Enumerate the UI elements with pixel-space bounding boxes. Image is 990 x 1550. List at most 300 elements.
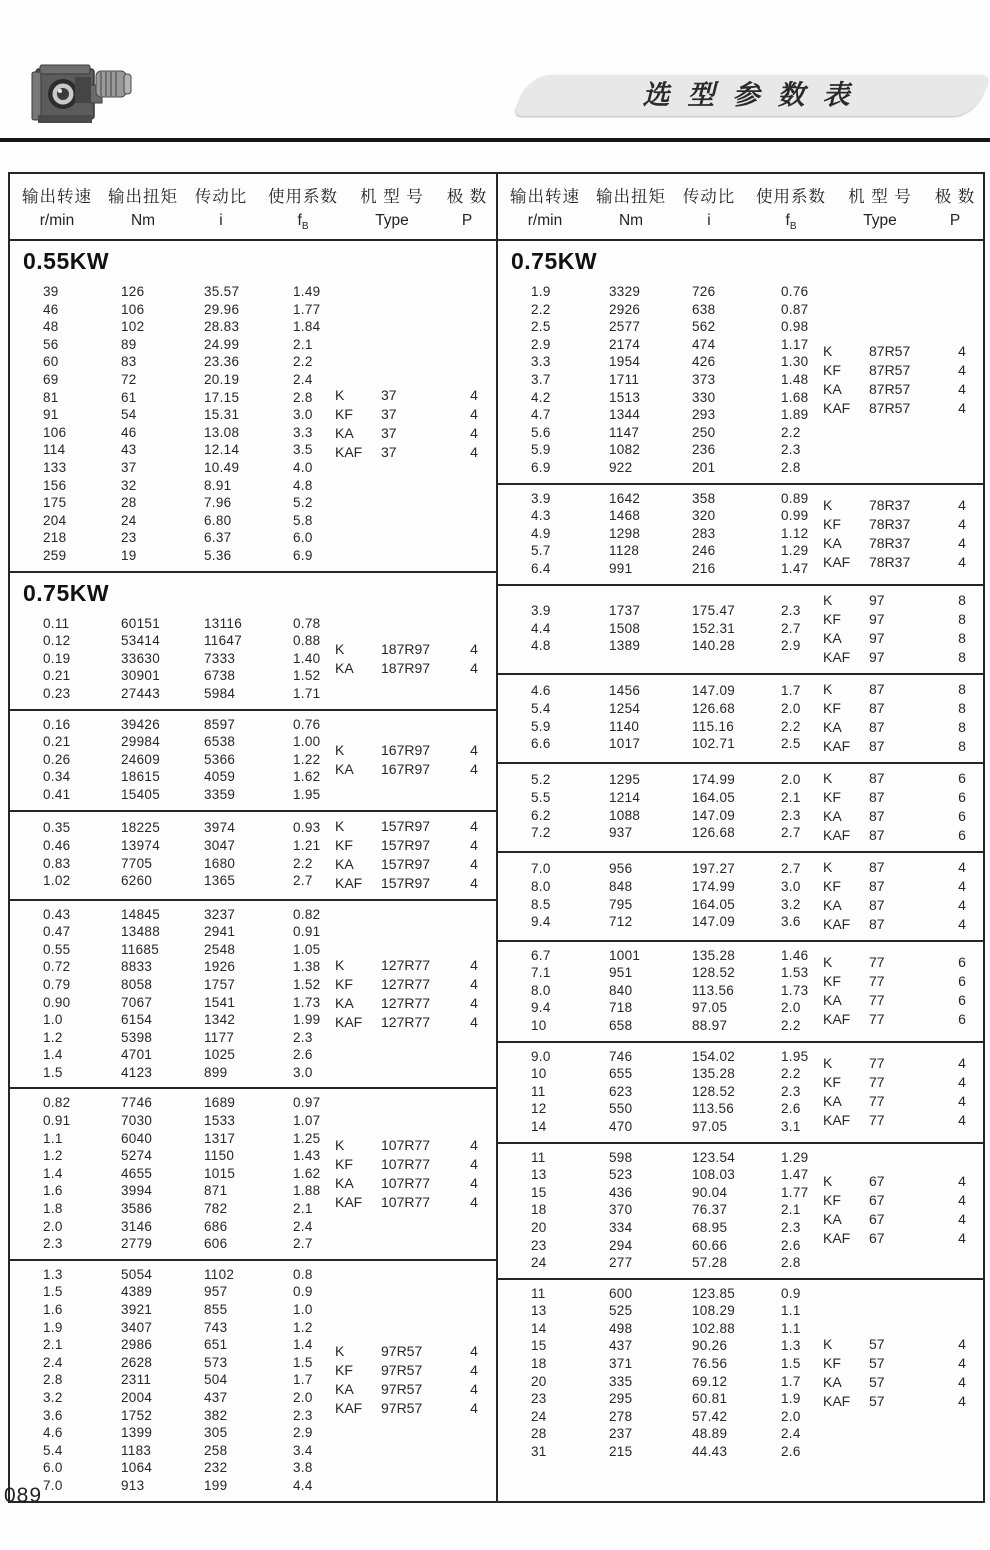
value-cell: 3.8 <box>293 1460 313 1476</box>
gearmotor-illustration <box>30 57 134 127</box>
value-cell: 525 <box>609 1303 633 1319</box>
data-rows <box>10 1094 335 1252</box>
value-cell: 102.71 <box>692 736 736 752</box>
pole-count: 4 <box>470 640 478 657</box>
value-cell: 2.4 <box>293 372 313 388</box>
value-cell: 3.9 <box>531 490 551 506</box>
value-cell: 283 <box>692 525 716 541</box>
model-number: 87 <box>869 826 885 843</box>
value-cell: 2.6 <box>781 1444 801 1460</box>
table-row <box>498 896 823 914</box>
value-cell: 164.05 <box>692 790 736 805</box>
value-cell: 6040 <box>121 1130 153 1146</box>
value-cell: 0.9 <box>293 1284 313 1300</box>
value-cell: 1.84 <box>293 319 321 335</box>
value-cell: 1.62 <box>293 769 321 785</box>
table-row <box>498 1355 823 1373</box>
value-cell: 623 <box>609 1083 633 1099</box>
model-prefix: KF <box>335 1362 353 1379</box>
table-row <box>10 819 335 837</box>
data-block <box>10 1089 496 1258</box>
type-row <box>823 591 984 610</box>
value-cell: 8.0 <box>531 879 551 894</box>
value-cell: 795 <box>609 896 633 912</box>
data-rows <box>10 615 335 703</box>
model-prefix: KF <box>335 1155 353 1172</box>
value-cell: 1389 <box>609 638 641 654</box>
value-cell: 1001 <box>609 947 641 963</box>
value-cell: 1513 <box>609 389 641 405</box>
value-cell: 2.8 <box>43 1372 63 1388</box>
value-cell: 855 <box>204 1302 228 1317</box>
value-cell: 4.8 <box>531 638 551 654</box>
value-cell: 1.6 <box>43 1302 63 1317</box>
value-cell: 1757 <box>204 976 236 992</box>
value-cell: 2.8 <box>293 389 313 405</box>
table-row <box>10 1477 335 1495</box>
value-cell: 504 <box>204 1372 228 1388</box>
table-row <box>498 1443 823 1461</box>
model-number: 77 <box>869 953 885 970</box>
value-cell: 1015 <box>204 1165 236 1181</box>
table-row <box>10 650 335 668</box>
pole-count: 4 <box>958 1392 966 1409</box>
model-number: 87R57 <box>869 399 911 416</box>
table-row <box>10 1235 335 1253</box>
model-number: 97 <box>869 629 885 646</box>
value-cell: 23 <box>531 1391 547 1407</box>
value-cell: 5054 <box>121 1266 153 1282</box>
value-cell: 123.85 <box>692 1285 736 1301</box>
table-row <box>498 682 823 700</box>
value-cell: 48 <box>43 319 59 335</box>
value-cell: 126.68 <box>692 701 736 716</box>
value-cell: 31 <box>531 1444 547 1460</box>
value-cell: 44.43 <box>692 1444 728 1460</box>
model-prefix: KF <box>823 877 841 894</box>
type-row <box>823 399 984 418</box>
value-cell: 2.6 <box>781 1237 801 1253</box>
table-row <box>498 1048 823 1066</box>
value-cell: 2.3 <box>781 807 801 823</box>
pole-count: 4 <box>470 405 478 422</box>
value-cell: 3.6 <box>43 1407 63 1423</box>
value-cell: 320 <box>692 508 716 524</box>
model-prefix: KA <box>823 807 842 824</box>
value-cell: 4123 <box>121 1064 153 1080</box>
value-cell: 60.66 <box>692 1237 728 1253</box>
type-row <box>823 826 984 845</box>
pole-count: 4 <box>470 760 478 777</box>
model-number: 127R77 <box>381 994 431 1011</box>
value-cell: 13488 <box>121 924 161 940</box>
type-row <box>335 1342 496 1361</box>
model-number: 37 <box>381 443 397 460</box>
table-row <box>498 771 823 789</box>
value-cell: 957 <box>204 1284 228 1300</box>
value-cell: 1.7 <box>781 683 801 699</box>
value-cell: 1.38 <box>293 959 321 975</box>
table-row <box>10 632 335 650</box>
value-cell: 1025 <box>204 1047 236 1063</box>
value-cell: 2.3 <box>293 1407 313 1423</box>
value-cell: 60151 <box>121 615 161 631</box>
pole-count: 4 <box>958 1354 966 1371</box>
power-section-title: 0.75KW <box>23 579 110 606</box>
model-number: 97R57 <box>381 1362 423 1379</box>
value-cell: 46 <box>43 301 59 317</box>
value-cell: 10.49 <box>204 460 240 476</box>
value-cell: 113.56 <box>692 982 735 998</box>
header-label-en: $f_B$ <box>785 212 797 233</box>
model-prefix: KAF <box>335 1193 363 1210</box>
value-cell: 1.52 <box>293 668 321 684</box>
pole-count: 4 <box>958 896 966 913</box>
value-cell: 1064 <box>121 1460 153 1476</box>
header-zh-row <box>10 183 496 212</box>
model-prefix: K <box>335 1343 345 1360</box>
value-cell: 2.1 <box>43 1337 63 1353</box>
value-cell: 3.7 <box>531 372 551 388</box>
type-row <box>823 1191 984 1210</box>
value-cell: 7.1 <box>531 965 551 981</box>
value-cell: 8597 <box>204 716 236 732</box>
value-cell: 1533 <box>204 1113 236 1129</box>
value-cell: 0.26 <box>43 751 71 767</box>
model-prefix: KF <box>823 1073 841 1090</box>
model-prefix: KAF <box>823 1111 851 1128</box>
model-number: 97R57 <box>381 1400 423 1417</box>
value-cell: 1177 <box>204 1029 235 1045</box>
value-cell: 6.0 <box>43 1460 63 1476</box>
model-prefix: KF <box>823 1192 841 1209</box>
table-row <box>10 872 335 890</box>
data-rows <box>498 1285 823 1461</box>
header-label-en: i <box>707 212 711 229</box>
table-row <box>498 807 823 825</box>
pole-count: 8 <box>958 737 966 754</box>
model-prefix: K <box>823 496 833 513</box>
table-row <box>498 1337 823 1355</box>
table-row <box>498 1390 823 1408</box>
value-cell: 15 <box>531 1184 547 1200</box>
value-cell: 743 <box>204 1319 228 1335</box>
type-row <box>823 877 984 896</box>
table-row <box>10 716 335 734</box>
data-rows <box>498 947 823 1035</box>
model-number: 167R97 <box>381 760 431 777</box>
type-row <box>823 991 984 1010</box>
model-prefix: KAF <box>823 1010 851 1027</box>
model-prefix: KA <box>823 991 842 1008</box>
table-right-column <box>498 174 984 1501</box>
value-cell: 102.88 <box>692 1320 736 1336</box>
value-cell: 1.77 <box>293 301 321 317</box>
pole-count: 6 <box>958 991 966 1008</box>
value-cell: 15405 <box>121 786 161 802</box>
value-cell: 5.6 <box>531 424 551 440</box>
pole-count: 4 <box>958 361 966 378</box>
value-cell: 2311 <box>121 1372 152 1388</box>
value-cell: 5.2 <box>293 495 313 511</box>
title-banner <box>508 75 984 116</box>
value-cell: 871 <box>204 1183 228 1199</box>
value-cell: 0.98 <box>781 319 809 335</box>
value-cell: 277 <box>609 1255 633 1271</box>
type-row <box>823 699 984 718</box>
value-cell: 232 <box>204 1460 228 1476</box>
value-cell: 718 <box>609 1000 633 1016</box>
pole-count: 6 <box>958 807 966 824</box>
type-row <box>335 1193 496 1212</box>
header-label-en: Type <box>863 212 897 229</box>
pole-count: 6 <box>958 972 966 989</box>
value-cell: 204 <box>43 512 67 528</box>
table-row <box>498 947 823 965</box>
value-cell: 90.04 <box>692 1184 728 1200</box>
model-number: 87 <box>869 737 885 754</box>
value-cell: 606 <box>204 1236 228 1252</box>
table-row <box>498 964 823 982</box>
model-prefix: K <box>335 386 345 403</box>
value-cell: 6260 <box>121 873 153 889</box>
value-cell: 1752 <box>121 1407 153 1423</box>
value-cell: 76.37 <box>692 1202 728 1218</box>
value-cell: 2.4 <box>781 1426 801 1442</box>
header-label-en: i <box>219 212 223 229</box>
value-cell: 0.9 <box>781 1285 801 1301</box>
value-cell: 3994 <box>121 1183 153 1199</box>
pole-count: 4 <box>470 855 478 872</box>
value-cell: 76.56 <box>692 1356 728 1372</box>
type-list <box>335 1136 496 1212</box>
value-cell: 7746 <box>121 1095 153 1111</box>
value-cell: 1.43 <box>293 1148 321 1164</box>
model-number: 187R97 <box>381 640 431 657</box>
value-cell: 10 <box>531 1066 547 1082</box>
value-cell: 1.29 <box>781 1149 809 1165</box>
value-cell: 97.05 <box>692 1118 728 1134</box>
table-row <box>498 1237 823 1255</box>
value-cell: 4.7 <box>531 407 551 423</box>
type-row <box>823 342 984 361</box>
model-prefix: K <box>823 1335 833 1352</box>
model-prefix: KA <box>823 1373 842 1390</box>
table-row <box>498 441 823 459</box>
pole-count: 4 <box>958 877 966 894</box>
value-cell: 24 <box>531 1255 547 1271</box>
value-cell: 201 <box>692 460 716 476</box>
value-cell: 6.37 <box>204 530 232 546</box>
data-block <box>498 1280 984 1467</box>
value-cell: 1737 <box>609 603 641 619</box>
model-prefix: KA <box>823 380 842 397</box>
table-row <box>498 637 823 655</box>
value-cell: 293 <box>692 407 716 423</box>
value-cell: 1680 <box>204 855 236 871</box>
value-cell: 913 <box>121 1477 145 1493</box>
value-cell: 2.2 <box>293 855 313 871</box>
value-cell: 5.9 <box>531 442 551 458</box>
value-cell: 1.5 <box>781 1356 801 1372</box>
value-cell: 1541 <box>204 994 236 1010</box>
type-row <box>823 972 984 991</box>
value-cell: 6738 <box>204 668 236 684</box>
value-cell: 1.1 <box>781 1303 801 1319</box>
table-row <box>498 999 823 1017</box>
header-label-zh: 使用系数 <box>756 188 826 206</box>
table-row <box>10 1459 335 1477</box>
value-cell: 11 <box>531 1083 546 1099</box>
value-cell: 0.21 <box>43 668 71 684</box>
table-row <box>10 441 335 459</box>
value-cell: 133 <box>43 460 67 476</box>
value-cell: 2.1 <box>781 790 801 805</box>
value-cell: 4059 <box>204 769 236 785</box>
value-cell: 1.9 <box>781 1391 801 1407</box>
value-cell: 334 <box>609 1219 633 1235</box>
value-cell: 28 <box>121 495 137 511</box>
value-cell: 5.4 <box>531 701 551 716</box>
model-prefix: KAF <box>823 648 851 665</box>
type-row <box>823 553 984 572</box>
header-label-zh: 极 数 <box>446 188 488 206</box>
value-cell: 236 <box>692 442 716 458</box>
type-row <box>335 1399 496 1418</box>
value-cell: 651 <box>204 1337 228 1353</box>
model-prefix: KA <box>335 424 354 441</box>
value-cell: 2004 <box>121 1389 153 1405</box>
table-row <box>10 958 335 976</box>
value-cell: 61 <box>121 389 137 405</box>
model-prefix: KF <box>823 1354 841 1371</box>
value-cell: 0.55 <box>43 941 71 957</box>
value-cell: 126 <box>121 284 145 300</box>
pole-count: 4 <box>958 399 966 416</box>
value-cell: 2.8 <box>781 1255 801 1271</box>
table-row <box>10 547 335 565</box>
data-block <box>498 1144 984 1278</box>
value-cell: 28 <box>531 1426 547 1442</box>
value-cell: 598 <box>609 1149 633 1165</box>
value-cell: 3.5 <box>293 442 313 458</box>
model-prefix: K <box>335 1136 345 1153</box>
value-cell: 218 <box>43 530 67 546</box>
pole-count: 4 <box>958 1335 966 1352</box>
model-prefix: K <box>823 591 833 608</box>
value-cell: 9.4 <box>531 1000 551 1016</box>
power-section-title: 0.75KW <box>511 248 598 275</box>
value-cell: 1399 <box>121 1425 153 1441</box>
type-row <box>823 718 984 737</box>
value-cell: 0.79 <box>43 976 71 992</box>
value-cell: 550 <box>609 1101 633 1117</box>
table-row <box>10 615 335 633</box>
table-row <box>10 1336 335 1354</box>
value-cell: 370 <box>609 1202 633 1218</box>
value-cell: 295 <box>609 1391 633 1407</box>
value-cell: 11685 <box>121 941 160 957</box>
value-cell: 1.9 <box>531 284 551 300</box>
pole-count: 8 <box>958 629 966 646</box>
model-number: 78R37 <box>869 534 911 551</box>
value-cell: 1317 <box>204 1130 236 1146</box>
value-cell: 1.53 <box>781 965 809 981</box>
value-cell: 156 <box>43 477 67 493</box>
pole-count: 4 <box>470 659 478 676</box>
value-cell: 28.83 <box>204 319 240 335</box>
value-cell: 371 <box>609 1356 633 1372</box>
model-number: 78R37 <box>869 553 911 570</box>
data-block <box>498 942 984 1041</box>
value-cell: 899 <box>204 1064 228 1080</box>
model-number: 87R57 <box>869 361 911 378</box>
pole-count: 4 <box>470 817 478 834</box>
value-cell: 4.4 <box>531 620 551 636</box>
value-cell: 6.7 <box>531 947 551 963</box>
value-cell: 5.8 <box>293 512 313 528</box>
table-row <box>10 1301 335 1319</box>
table-row <box>10 353 335 371</box>
model-prefix: KAF <box>823 826 851 843</box>
value-cell: 1344 <box>609 407 641 423</box>
header-en-row <box>10 212 496 232</box>
table-row <box>498 459 823 477</box>
value-cell: 1.48 <box>781 372 809 388</box>
data-block <box>498 278 984 483</box>
type-list <box>823 1054 984 1130</box>
value-cell: 23 <box>121 530 137 546</box>
table-row <box>498 525 823 543</box>
table-row <box>498 336 823 354</box>
value-cell: 13116 <box>204 615 243 631</box>
value-cell: 5366 <box>204 751 236 767</box>
value-cell: 6.80 <box>204 512 232 528</box>
value-cell: 1183 <box>121 1442 152 1458</box>
model-number: 37 <box>381 386 397 403</box>
model-number: 77 <box>869 1111 885 1128</box>
header-en-row <box>498 212 984 232</box>
data-block <box>498 1043 984 1142</box>
model-number: 97 <box>869 610 885 627</box>
value-cell: 1.05 <box>293 941 321 957</box>
value-cell: 1456 <box>609 683 641 699</box>
value-cell: 2.5 <box>781 736 801 752</box>
value-cell: 102 <box>121 319 145 335</box>
value-cell: 43 <box>121 442 137 458</box>
model-prefix: KAF <box>823 737 851 754</box>
model-number: 97 <box>869 648 885 665</box>
value-cell: 2.2 <box>781 1066 801 1082</box>
value-cell: 2.0 <box>293 1389 313 1405</box>
value-cell: 1088 <box>609 807 641 823</box>
value-cell: 4.2 <box>531 389 551 405</box>
type-list <box>823 953 984 1029</box>
pole-count: 4 <box>958 515 966 532</box>
value-cell: 7.2 <box>531 825 551 841</box>
type-list <box>335 1342 496 1418</box>
model-number: 157R97 <box>381 855 431 872</box>
value-cell: 573 <box>204 1354 228 1370</box>
pole-count: 4 <box>470 741 478 758</box>
table-row <box>10 1200 335 1218</box>
pole-count: 4 <box>958 1173 966 1190</box>
type-list <box>823 858 984 934</box>
value-cell: 951 <box>609 965 633 981</box>
model-number: 87 <box>869 769 885 786</box>
type-row <box>335 1361 496 1380</box>
value-cell: 11 <box>531 1149 546 1165</box>
